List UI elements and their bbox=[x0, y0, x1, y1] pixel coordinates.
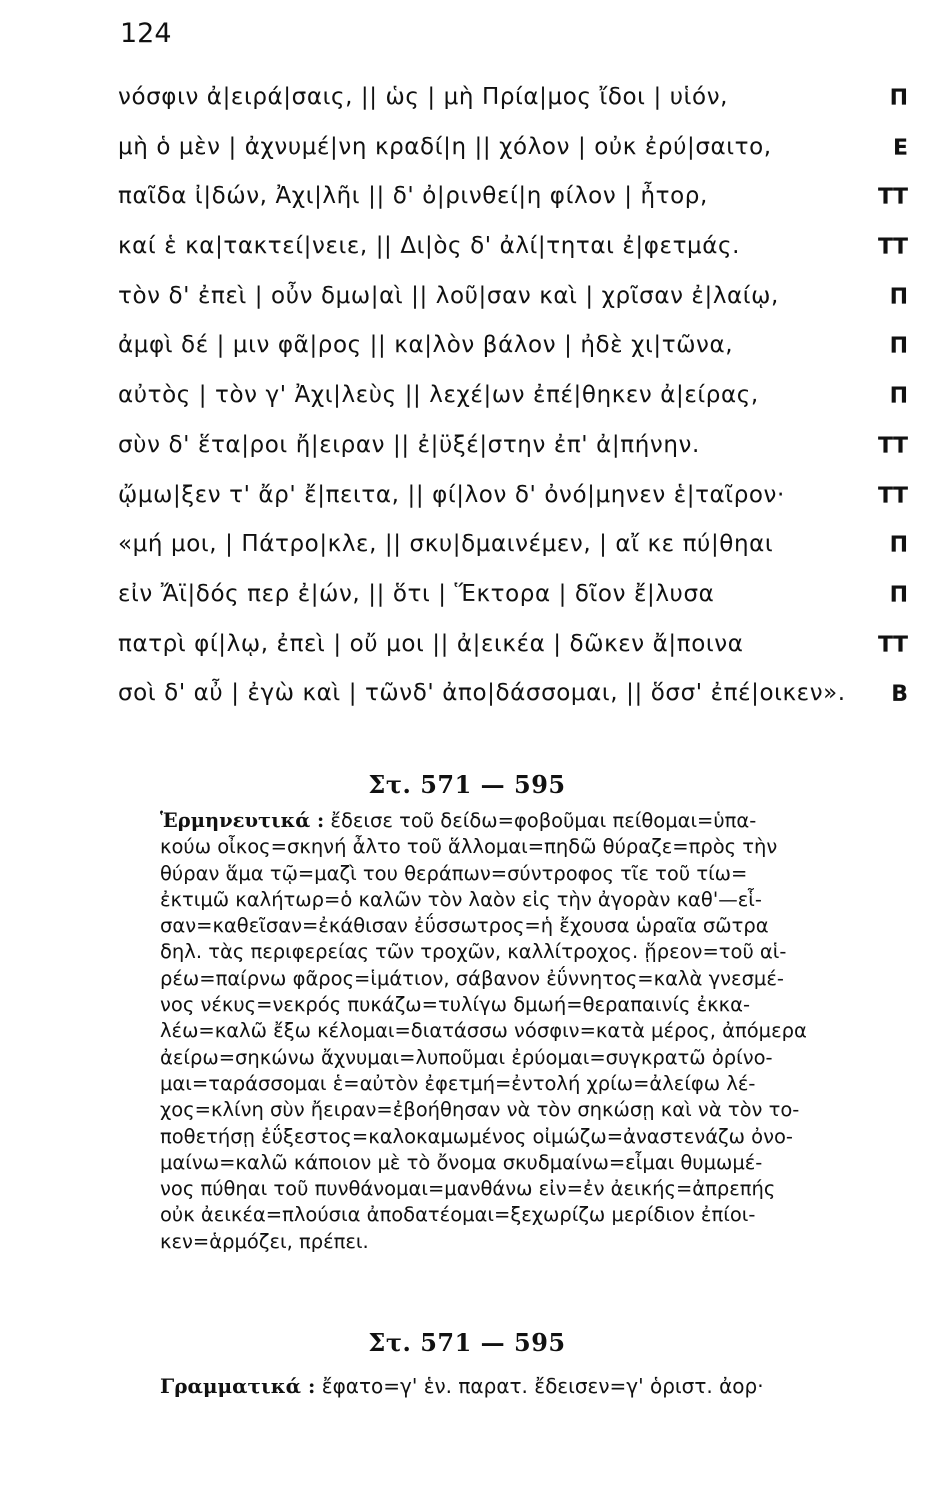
glossary-line bbox=[160, 834, 920, 860]
verse-line bbox=[118, 233, 908, 283]
verse-text: αὐτὸς | τὸν γ' Ἀχι|λεὺς || λεχέ|ων ἐπέ|θηκεν ἀ|είρας, bbox=[118, 382, 759, 409]
verse-scansion-code: ΤΤ bbox=[877, 433, 908, 459]
glossary-line bbox=[160, 913, 920, 939]
verse-line bbox=[118, 631, 908, 681]
verse-text: σὺν δ' ἕτα|ροι ἤ|ειραν || ἐ|ϋξέ|στην ἐπ' ἀ|πήνην. bbox=[118, 431, 700, 458]
verse-line bbox=[118, 432, 908, 482]
glossary-text: ρέω=παίρνω φᾶρος=ἱμάτιον, σάβανον ἐΰννητος=καλὰ γνεσμέ- bbox=[160, 966, 784, 990]
verse-line bbox=[118, 482, 908, 532]
section-heading-grammar: Στ. 571 — 595 bbox=[368, 1328, 566, 1357]
verse-text: καί ἑ κα|τακτεί|νειε, || Δι|ὸς δ' ἀλί|τηται ἐ|φετμάς. bbox=[118, 233, 741, 260]
grammar-label: Γραμματικά : bbox=[160, 1374, 316, 1398]
verse-line bbox=[118, 283, 908, 333]
glossary-text: ἀείρω=σηκώνω ἄχνυμαι=λυποῦμαι ἐρύομαι=συγκρατῶ ὀρίνο- bbox=[160, 1045, 773, 1069]
verse-text: σοὶ δ' αὖ | ἐγὼ καὶ | τῶνδ' ἀπο|δάσσομαι, || ὅσσ' ἐπέ|οικεν». bbox=[118, 680, 846, 707]
glossary-label: Ἑρμηνευτικά : bbox=[160, 809, 325, 832]
verse-scansion-code: Π bbox=[889, 86, 908, 111]
verse-scansion-code: Π bbox=[889, 384, 908, 410]
glossary-line bbox=[160, 1229, 920, 1255]
glossary-text: σαν=καθεῖσαν=ἐκάθισαν ἐΰσσωτρος=ἡ ἔχουσα ὡραῖα σῶτρα bbox=[160, 914, 769, 938]
verse-line bbox=[118, 183, 908, 233]
glossary-line bbox=[160, 1045, 920, 1071]
grammar-block bbox=[160, 1374, 920, 1398]
verse-scansion-code: ΤΤ bbox=[877, 632, 908, 658]
verse-text: πατρὶ φί|λῳ, ἐπεὶ | οὔ μοι || ἀ|εικέα | δῶκεν ἄ|ποινα bbox=[118, 630, 744, 657]
glossary-text: χος=κλίνη σὺν ἤειραν=ἐβοήθησαν νὰ τὸν σηκώσῃ καὶ νὰ τὸν το- bbox=[160, 1098, 800, 1122]
verse-scansion-code: Π bbox=[889, 334, 908, 360]
glossary-line bbox=[160, 1150, 920, 1176]
glossary-line bbox=[160, 1176, 920, 1202]
glossary-line bbox=[160, 887, 920, 913]
section-heading-commentary: Στ. 571 — 595 bbox=[368, 770, 566, 799]
glossary-line bbox=[160, 939, 920, 965]
glossary-text: ἐκτιμῶ καλήτωρ=ὁ καλῶν τὸν λαὸν εἰς τὴν ἀγορὰν καθ'—εἷ- bbox=[160, 887, 762, 911]
glossary-text: οὐκ ἀεικέα=πλούσια ἀποδατέομαι=ξεχωρίζω μερίδιον ἐπίοι- bbox=[160, 1203, 756, 1227]
verse-text: νόσφιν ἀ|ειρά|σαις, || ὡς | μὴ Πρία|μος ἴδοι | υἱόν, bbox=[118, 84, 729, 110]
glossary-text: θύραν ἅμα τῷ=μαζὶ του θεράπων=σύντροφος τῖε τοῦ τίω= bbox=[160, 861, 748, 885]
glossary-line bbox=[160, 1071, 920, 1097]
verse-scansion-code: Π bbox=[889, 533, 908, 559]
verse-text: εἰν Ἄϊ|δός περ ἐ|ών, || ὅτι | Ἕκτορα | δῖον ἔ|λυσα bbox=[118, 580, 715, 607]
glossary-line bbox=[160, 966, 920, 992]
glossary-line bbox=[160, 1124, 920, 1150]
glossary-line bbox=[160, 1018, 920, 1044]
page-number: 124 bbox=[120, 18, 172, 49]
verse-scansion-code: Ε bbox=[892, 135, 908, 161]
verse-text: τὸν δ' ἐπεὶ | οὖν δμω|αὶ || λοῦ|σαν καὶ | χρῖσαν ἐ|λαίῳ, bbox=[118, 282, 779, 309]
glossary-line bbox=[160, 861, 920, 887]
verse-line bbox=[118, 581, 908, 631]
verse-text: ἀμφὶ δέ | μιν φᾶ|ρος || κα|λὸν βάλον | ἠδὲ χι|τῶνα, bbox=[118, 332, 734, 359]
verse-text: παῖδα ἰ|δών, Ἀχι|λῆι || δ' ὀ|ρινθεί|η φίλον | ἦτορ, bbox=[118, 183, 708, 210]
glossary-line bbox=[160, 808, 920, 834]
verse-block bbox=[118, 84, 908, 730]
verse-scansion-code: ΤΤ bbox=[877, 235, 908, 261]
verse-scansion-code: Π bbox=[889, 284, 908, 310]
verse-line bbox=[118, 531, 908, 581]
verse-text: «μή μοι, | Πάτρο|κλε, || σκυ|δμαινέμεν, | αἴ κε πύ|θηαι bbox=[118, 531, 774, 558]
verse-line bbox=[118, 84, 908, 134]
verse-line bbox=[118, 332, 908, 382]
verse-text: ᾤμω|ξεν τ' ἄρ' ἔ|πειτα, || φί|λον δ' ὀνό|μηνεν ἑ|ταῖρον· bbox=[118, 481, 785, 508]
glossary-line bbox=[160, 992, 920, 1018]
glossary-line bbox=[160, 1202, 920, 1228]
glossary-text: κεν=ἁρμόζει, πρέπει. bbox=[160, 1229, 369, 1253]
glossary-block bbox=[160, 808, 920, 1255]
glossary-text: ἔδεισε τοῦ δείδω=φοβοῦμαι πείθομαι=ὑπα- bbox=[330, 809, 757, 832]
glossary-text: νος νέκυς=νεκρός πυκάζω=τυλίγω δμωή=θεραπαινίς ἐκκα- bbox=[160, 993, 751, 1017]
verse-scansion-code: Β bbox=[891, 682, 908, 708]
glossary-text: μαι=ταράσσομαι ἑ=αὐτὸν ἐφετμή=ἐντολή χρίω=ἀλείφω λέ- bbox=[160, 1071, 756, 1095]
glossary-line bbox=[160, 1097, 920, 1123]
verse-line bbox=[118, 134, 908, 184]
grammar-text: ἔφατο=γ' ἑν. παρατ. ἔδεισεν=γ' ὁριστ. ἀορ· bbox=[321, 1374, 764, 1398]
glossary-text: μαίνω=καλῶ κάποιον μὲ τὸ ὄνομα σκυδμαίνω=εἶμαι θυμωμέ- bbox=[160, 1150, 763, 1174]
glossary-text: δηλ. τὰς περιφερείας τῶν τροχῶν, καλλίτροχος. ᾕρεον=τοῦ αἱ- bbox=[160, 940, 787, 964]
verse-text: μὴ ὁ μὲν | ἀχνυμέ|νη κραδί|η || χόλον | οὐκ ἐρύ|σαιτο, bbox=[118, 133, 772, 160]
verse-scansion-code: ΤΤ bbox=[877, 483, 908, 509]
glossary-text: νος πύθηαι τοῦ πυνθάνομαι=μανθάνω εἰν=ἐν ἀεικής=ἀπρεπής bbox=[160, 1177, 776, 1201]
verse-scansion-code: Π bbox=[889, 582, 908, 608]
glossary-text: κούω οἶκος=σκηνή ἆλτο τοῦ ἅλλομαι=πηδῶ θύραζε=πρὸς τὴν bbox=[160, 835, 778, 859]
glossary-text: ποθετήσῃ ἐΰξεστος=καλοκαμωμένος οἰμώζω=ἀναστενάζω ὀνο- bbox=[160, 1124, 793, 1148]
verse-line bbox=[118, 382, 908, 432]
glossary-text: λέω=καλῶ ἔξω κέλομαι=διατάσσω νόσφιν=κατὰ μέρος, ἀπόμερα bbox=[160, 1019, 807, 1043]
verse-scansion-code: ΤΤ bbox=[877, 185, 908, 211]
verse-line bbox=[118, 680, 908, 730]
